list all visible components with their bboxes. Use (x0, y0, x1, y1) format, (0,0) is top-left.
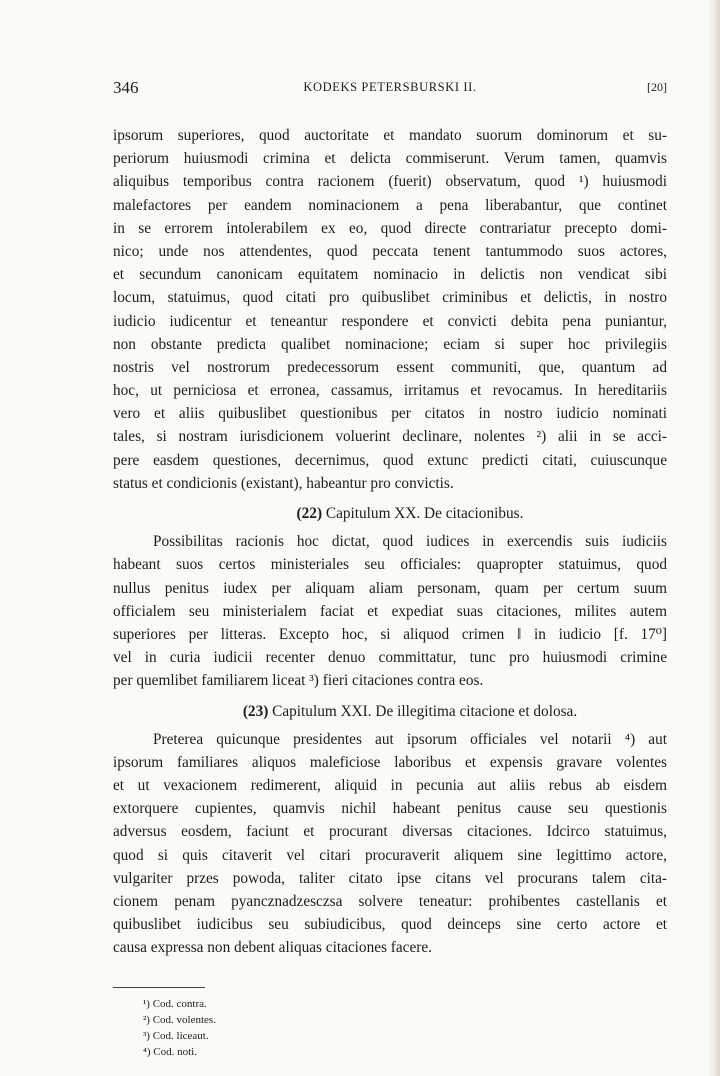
chapter-heading-xxi (113, 700, 667, 723)
text-line: Possibilitas racionis hoc dictat, quod iudices in exercendis suis iudiciis (153, 533, 667, 551)
text-line: nico; unde nos attendentes, quod peccata tenent tantummodo suos actores, (113, 242, 667, 260)
text-line: nullus penitus iudex per aliquam aliam personam, quam per certum suum (113, 579, 667, 597)
text-line: malefactores per eandem nominacionem a pena liberabantur, que continet (113, 196, 667, 214)
text-line: non obstante predicta qualibet nominacione; eciam si super hoc privilegiis (113, 335, 667, 353)
chapter-number: (22) (296, 505, 323, 522)
footnote-divider (113, 987, 205, 988)
section-marker: [20] (647, 80, 667, 94)
footnote: ³) Cod. liceaut. (143, 1029, 209, 1042)
page-edge (708, 0, 720, 1076)
footnotes (113, 996, 667, 1060)
chapter-heading-xx (113, 502, 667, 525)
text-line: ipsorum familiares aliquos maleficiose laboribus et expensis gravare volentes (113, 753, 667, 771)
text-line: per quemlibet familiarem liceat ³) fieri citaciones contra eos. (113, 672, 484, 690)
text-line: officialem seu ministerialem faciat et expediat suas citaciones, milites autem (113, 602, 667, 620)
text-line: nostris vel nostrorum predecessorum essent communiti, que, quantum ad (113, 358, 667, 376)
chapter-number: (23) (242, 702, 269, 720)
text-line: pere easdem questiones, decernimus, quod extunc predicti citati, cuiuscunque (113, 451, 667, 469)
text-line: et secundum canonicam equitatem nominacio in delictis non vendicat sibi (113, 266, 667, 284)
footnote: ⁴) Cod. noti. (143, 1045, 197, 1058)
paragraph-2 (113, 530, 667, 692)
text-line: status et condicionis (existant), habeantur pro convictis. (113, 474, 454, 492)
text-line: in se errorem intolerabilem ex eo, quod directe contrariatur precepto domi- (113, 219, 667, 237)
text-line: locum, statuimus, quod citati pro quibuslibet criminibus et delictis, in nostro (113, 289, 667, 307)
text-line: Preterea quicunque presidentes aut ipsorum officiales vel notarii ⁴) aut (153, 730, 667, 748)
text-line: vel in curia iudicii recenter denuo committatur, tunc pro huiusmodi crimine (113, 649, 667, 667)
text-line: periorum huiusmodi crimina et delicta commiserunt. Verum tamen, quamvis (113, 150, 667, 168)
text-line: adversus eosdem, faciunt et procurant diversas citaciones. Idcirco statuimus, (113, 823, 667, 841)
page-header (113, 78, 667, 102)
text-line: iudicio iudicentur et teneantur respondere et convicti debita pena puniantur, (113, 312, 667, 330)
text-line: et ut vexacionem redimerent, aliquid in pecunia aut aliis rebus ab eisdem (113, 777, 667, 795)
footnote: ¹) Cod. contra. (143, 997, 207, 1010)
text-line: tales, si nostram iurisdicionem voluerint declinare, nolentes ²) alii in se acci- (113, 428, 667, 446)
paragraph-3 (113, 728, 667, 960)
paragraph-1 (113, 124, 667, 495)
chapter-title: Capitulum XX. De citacionibus. (325, 505, 524, 522)
text-line: extorquere cupientes, quamvis nichil habeant penitus cause seu questionis (113, 800, 667, 818)
text-line: quod si quis citaverit vel citari procuraverit aliquem sine legittimo actore, (113, 846, 667, 864)
running-title: KODEKS PETERSBURSKI II. (303, 80, 477, 94)
body-text (113, 124, 667, 960)
text-line: ipsorum superiores, quod auctoritate et mandato suorum dominorum et su- (113, 127, 667, 144)
text-line: vero et aliis quibuslibet questionibus per citatos in nostro iudicio nominati (113, 405, 667, 423)
chapter-title: Capitulum XXI. De illegitima citacione et dolosa. (272, 702, 578, 720)
text-line: causa expressa non debent aliquas citaciones facere. (113, 939, 432, 957)
page-number: 346 (113, 78, 139, 97)
document-page (113, 78, 667, 1060)
footnote: ²) Cod. volentes. (143, 1013, 216, 1026)
text-line: habeant suos certos ministeriales seu officiales: quapropter statuimus, quod (113, 556, 667, 574)
text-line: superiores per litteras. Excepto hoc, si aliquod crimen ‖ in iudicio [f. 17⁰] (113, 625, 667, 643)
text-line: vulgariter przes powoda, taliter citato ipse citans vel procurans talem cita- (113, 869, 667, 887)
text-line: aliquibus temporibus contra racionem (fuerit) observatum, quod ¹) huiusmodi (113, 173, 667, 191)
text-line: cionem penam pyancznadzesczsa solvere teneatur: prohibentes castellanis et (113, 893, 667, 910)
text-line: quibuslibet iudicibus seu subiudicibus, quod deinceps sine certo actore et (113, 916, 667, 934)
text-line: hoc, ut perniciosa et erronea, cassamus, irritamus et revocamus. In hereditariis (113, 382, 667, 400)
